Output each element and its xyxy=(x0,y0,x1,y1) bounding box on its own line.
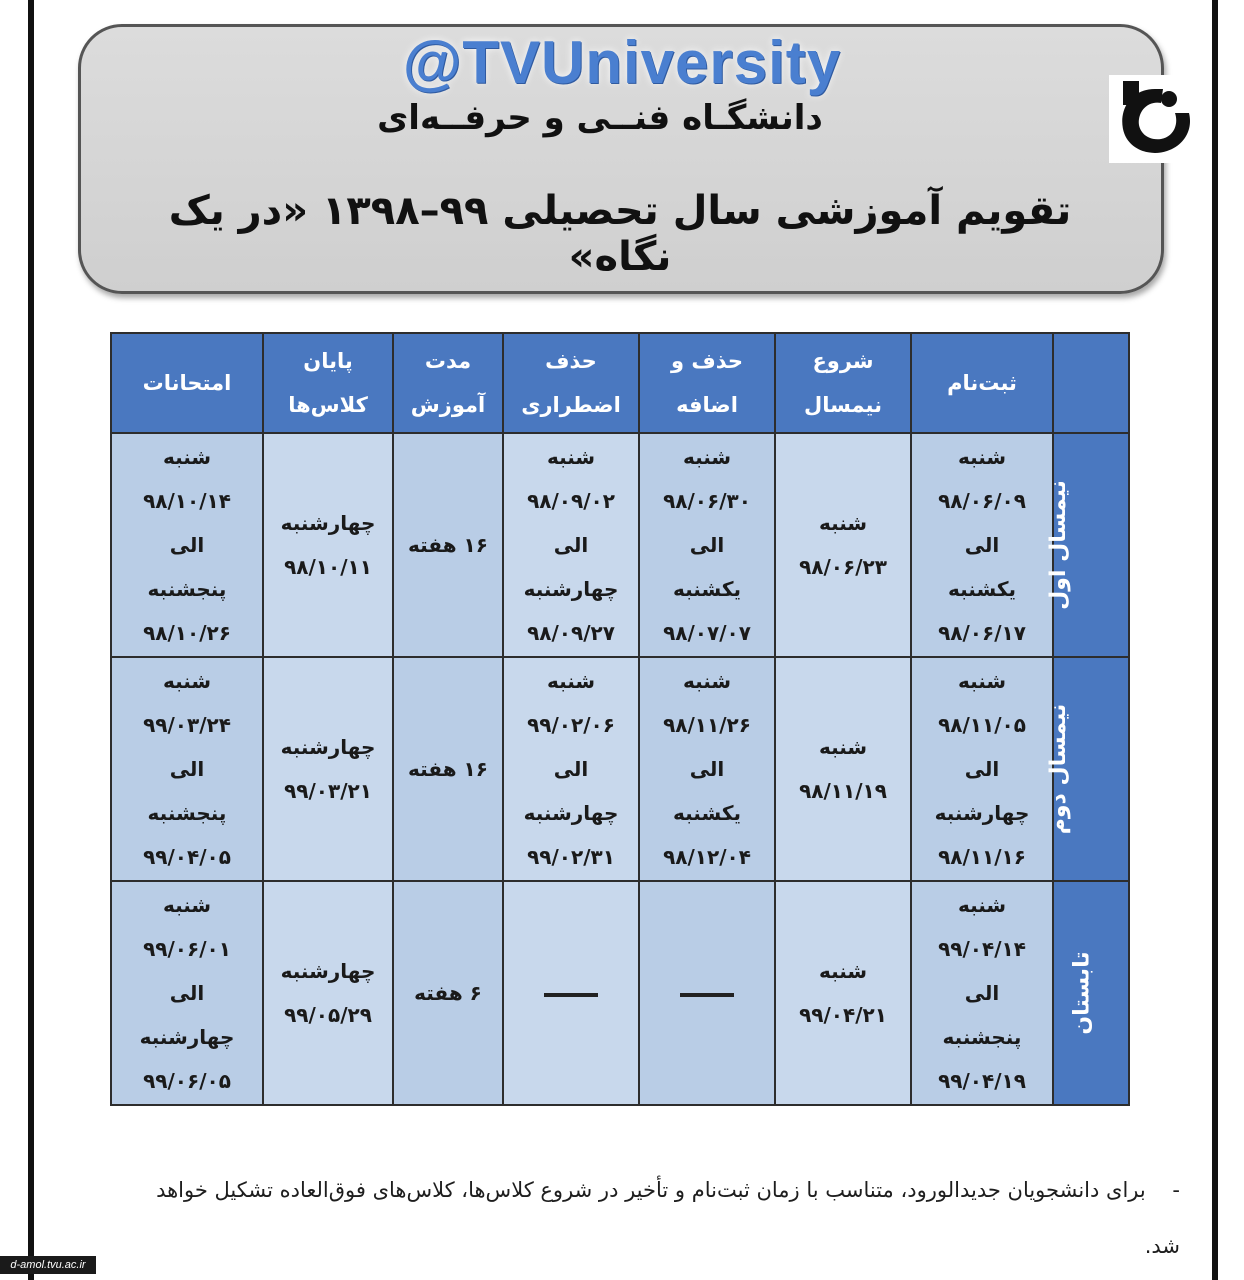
header-add-drop: حذف و اضافه xyxy=(639,333,775,433)
emergency-drop-cell: شنبه ۹۸/۰۹/۰۲ الی چهارشنبه ۹۸/۰۹/۲۷ xyxy=(503,433,639,657)
header-duration: مدت آموزش xyxy=(393,333,503,433)
right-border-line xyxy=(1212,0,1218,1280)
footnote-text: برای دانشجویان جدیدالورود، متناسب با زمان ثبت‌نام و تأخیر در شروع کلاس‌ها، کلاس‌های فوق‌العاده تشکیل خواهد شد. xyxy=(156,1178,1180,1258)
add-drop-cell: شنبه ۹۸/۰۶/۳۰ الی یکشنبه ۹۸/۰۷/۰۷ xyxy=(639,433,775,657)
semester-label-cell xyxy=(1046,433,1129,657)
university-name: دانشگـاه فنــی و حرفــه‌ای xyxy=(377,98,823,138)
add-drop-cell xyxy=(639,881,775,1105)
add-drop-cell: شنبه ۹۸/۱۱/۲۶ الی یکشنبه ۹۸/۱۲/۰۴ xyxy=(639,657,775,881)
header-registration: ثبت‌نام xyxy=(911,333,1053,433)
table-header-row xyxy=(111,333,1129,433)
header-classes-end: پایان کلاس‌ها xyxy=(263,333,393,433)
table-row xyxy=(111,433,1129,657)
site-watermark: d-amol.tvu.ac.ir xyxy=(0,1256,96,1274)
table-row xyxy=(111,881,1129,1105)
footnote xyxy=(140,1162,1180,1274)
registration-cell: شنبه ۹۸/۰۶/۰۹ الی یکشنبه ۹۸/۰۶/۱۷ xyxy=(911,433,1053,657)
duration-cell: ۱۶ هفته xyxy=(393,657,503,881)
table-row xyxy=(111,657,1129,881)
header-semester-start: شروع نیمسال xyxy=(775,333,911,433)
university-logo-icon xyxy=(1109,75,1201,163)
header-emergency-drop: حذف اضطراری xyxy=(503,333,639,433)
classes-end-cell: چهارشنبه ۹۸/۱۰/۱۱ xyxy=(263,433,393,657)
duration-cell: ۱۶ هفته xyxy=(393,433,503,657)
empty-dash xyxy=(544,993,598,997)
classes-end-cell: چهارشنبه ۹۹/۰۳/۲۱ xyxy=(263,657,393,881)
academic-calendar-table xyxy=(110,332,1130,1106)
empty-dash xyxy=(680,993,734,997)
exams-cell: شنبه ۹۸/۱۰/۱۴ الی پنجشنبه ۹۸/۱۰/۲۶ xyxy=(111,433,263,657)
channel-handle: @TVUniversity xyxy=(402,29,842,96)
exams-cell: شنبه ۹۹/۰۳/۲۴ الی پنجشنبه ۹۹/۰۴/۰۵ xyxy=(111,657,263,881)
calendar-title: تقویم آموزشی سال تحصیلی ۹۹–۱۳۹۸ «در یک نگاه» xyxy=(168,188,1072,280)
semester-label: نیمسال دوم xyxy=(1045,703,1071,835)
left-border-line xyxy=(28,0,34,1280)
semester-start-cell: شنبه ۹۸/۰۶/۲۳ xyxy=(775,433,911,657)
semester-label: تابستان xyxy=(1069,951,1095,1035)
semester-start-cell: شنبه ۹۹/۰۴/۲۱ xyxy=(775,881,911,1105)
exams-cell: شنبه ۹۹/۰۶/۰۱ الی چهارشنبه ۹۹/۰۶/۰۵ xyxy=(111,881,263,1105)
emergency-drop-cell: شنبه ۹۹/۰۲/۰۶ الی چهارشنبه ۹۹/۰۲/۳۱ xyxy=(503,657,639,881)
classes-end-cell: چهارشنبه ۹۹/۰۵/۲۹ xyxy=(263,881,393,1105)
registration-cell: شنبه ۹۹/۰۴/۱۴ الی پنجشنبه ۹۹/۰۴/۱۹ xyxy=(911,881,1053,1105)
registration-cell: شنبه ۹۸/۱۱/۰۵ الی چهارشنبه ۹۸/۱۱/۱۶ xyxy=(911,657,1053,881)
semester-label-cell xyxy=(1053,881,1129,1105)
duration-cell: ۶ هفته xyxy=(393,881,503,1105)
semester-label-cell xyxy=(1045,657,1129,881)
semester-start-cell: شنبه ۹۸/۱۱/۱۹ xyxy=(775,657,911,881)
footnote-bullet: - xyxy=(1172,1178,1180,1202)
header-exams: امتحانات xyxy=(111,333,263,433)
header-corner xyxy=(1053,333,1129,433)
semester-label: نیمسال اول xyxy=(1046,480,1072,610)
emergency-drop-cell xyxy=(503,881,639,1105)
